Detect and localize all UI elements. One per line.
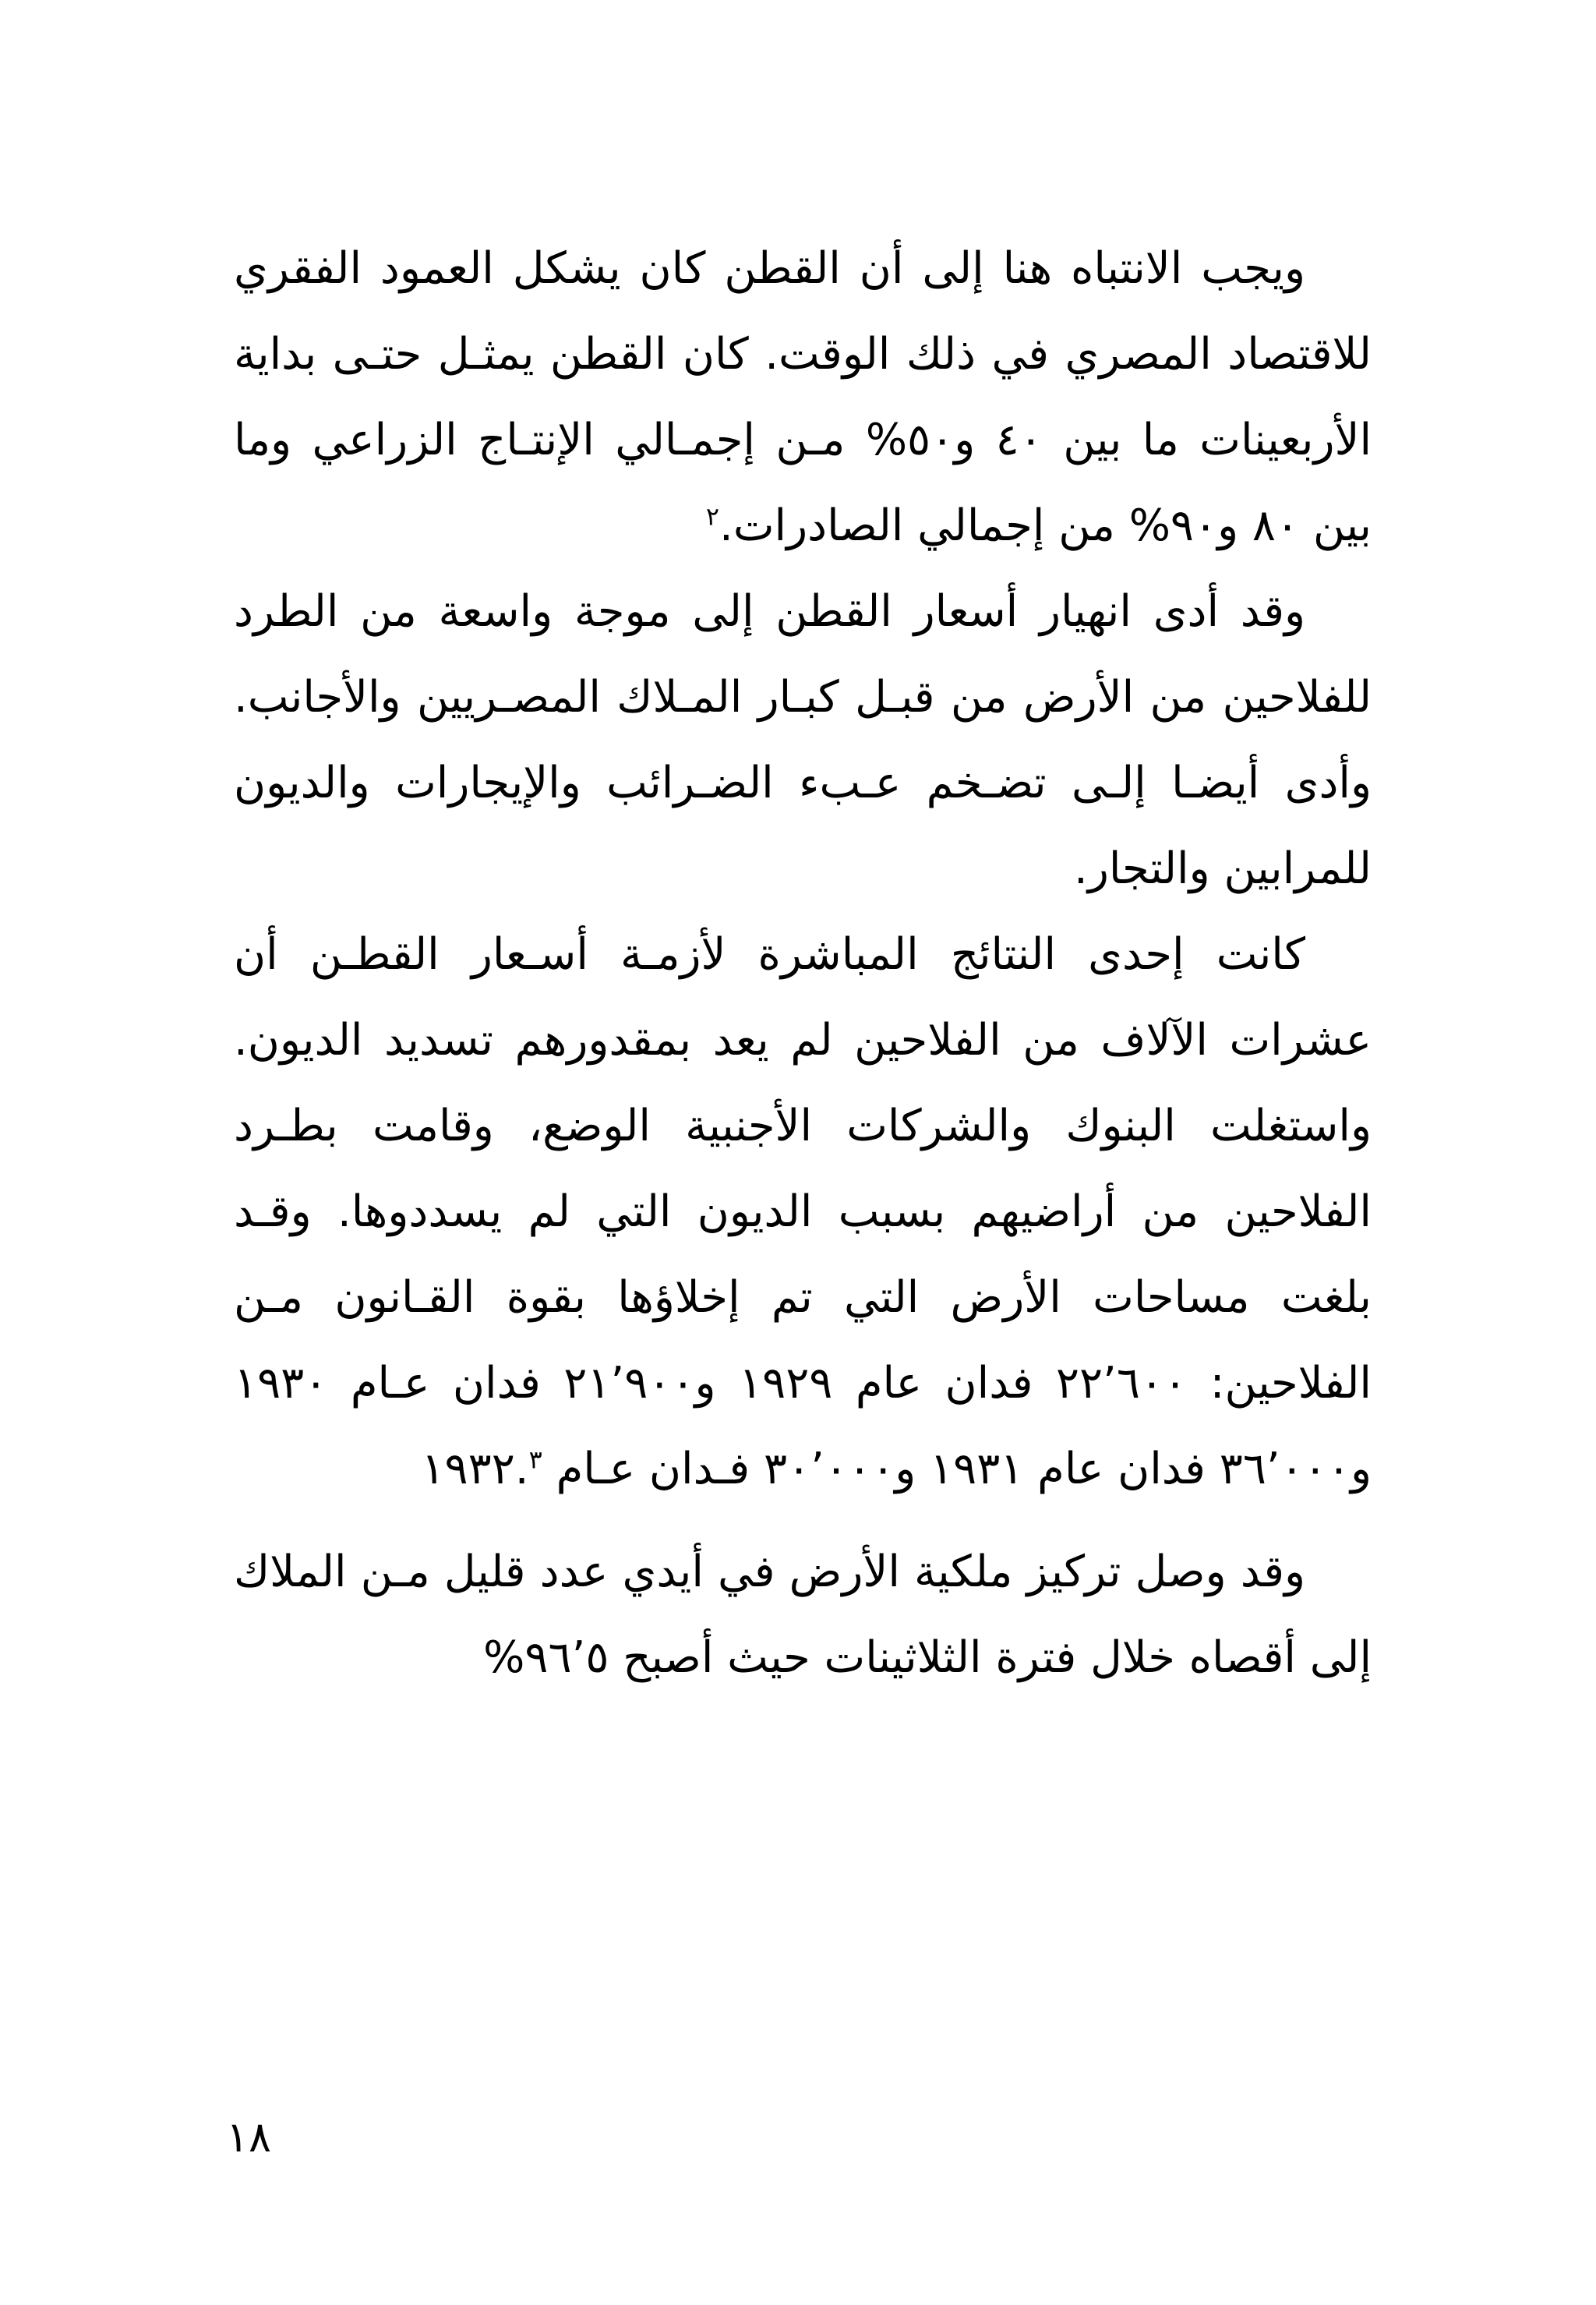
footnote-marker: ٣ [528, 1444, 542, 1475]
paragraph-cotton-economy [234, 226, 1372, 569]
paragraph-text: ويجب الانتباه هنا إلى أن القطن كان يشكل العمود الفقري للاقتصاد المصري في ذلك الوقت. كان القطن يمثـل حتـى بداية الأربعينات ما بين ٤٠ و٥٠% مـن إجمـالي الإنتـاج الزراعي وما بين ٨٠ و٩٠% من إجمالي الصادرات. [234, 243, 1372, 551]
paragraph-land-concentration [234, 1529, 1372, 1701]
paragraph-debt-evictions [234, 912, 1372, 1512]
page-number: ١٨ [226, 2112, 272, 2162]
paragraph-text: وقد أدى انهيار أسعار القطن إلى موجة واسعة من الطرد للفلاحين من الأرض من قبـل كبـار المـلاك المصـريين والأجانب. وأدى أيضـا إلـى تضـخم عـبء الضـرائب والإيجارات والديون للمرابين والتجار. [234, 586, 1372, 894]
footnote-marker: ٢ [705, 501, 720, 532]
paragraph-price-collapse [234, 569, 1372, 912]
body-text [234, 226, 1372, 1701]
paragraph-text: وقد وصل تركيز ملكية الأرض في أيدي عدد قليل مـن الملاك إلى أقصاه خلال فترة الثلاثينات حيث أصبح ٩٦٬٥% [234, 1547, 1372, 1683]
paragraph-text: كانت إحدى النتائج المباشرة لأزمـة أسـعار القطـن أن عشرات الآلاف من الفلاحين لم يعد بمقدورهم تسديد الديون. واستغلت البنوك والشركات الأجنبية الوضع، وقامت بطـرد الفلاحين من أراضيهم بسبب الديون التي لم يسددوها. وقـد بلغت مساحات الأرض التي تم إخلاؤها بقوة القـانون مـن الفلاحين: ٢٢٬٦٠٠ فدان عام ١٩٢٩ و٢١٬٩٠٠ فدان عـام ١٩٣٠ و٣٦٬٠٠٠ فدان عام ١٩٣١ و٣٠٬٠٠٠ فـدان عـام ١٩٣٢. [234, 929, 1372, 1494]
